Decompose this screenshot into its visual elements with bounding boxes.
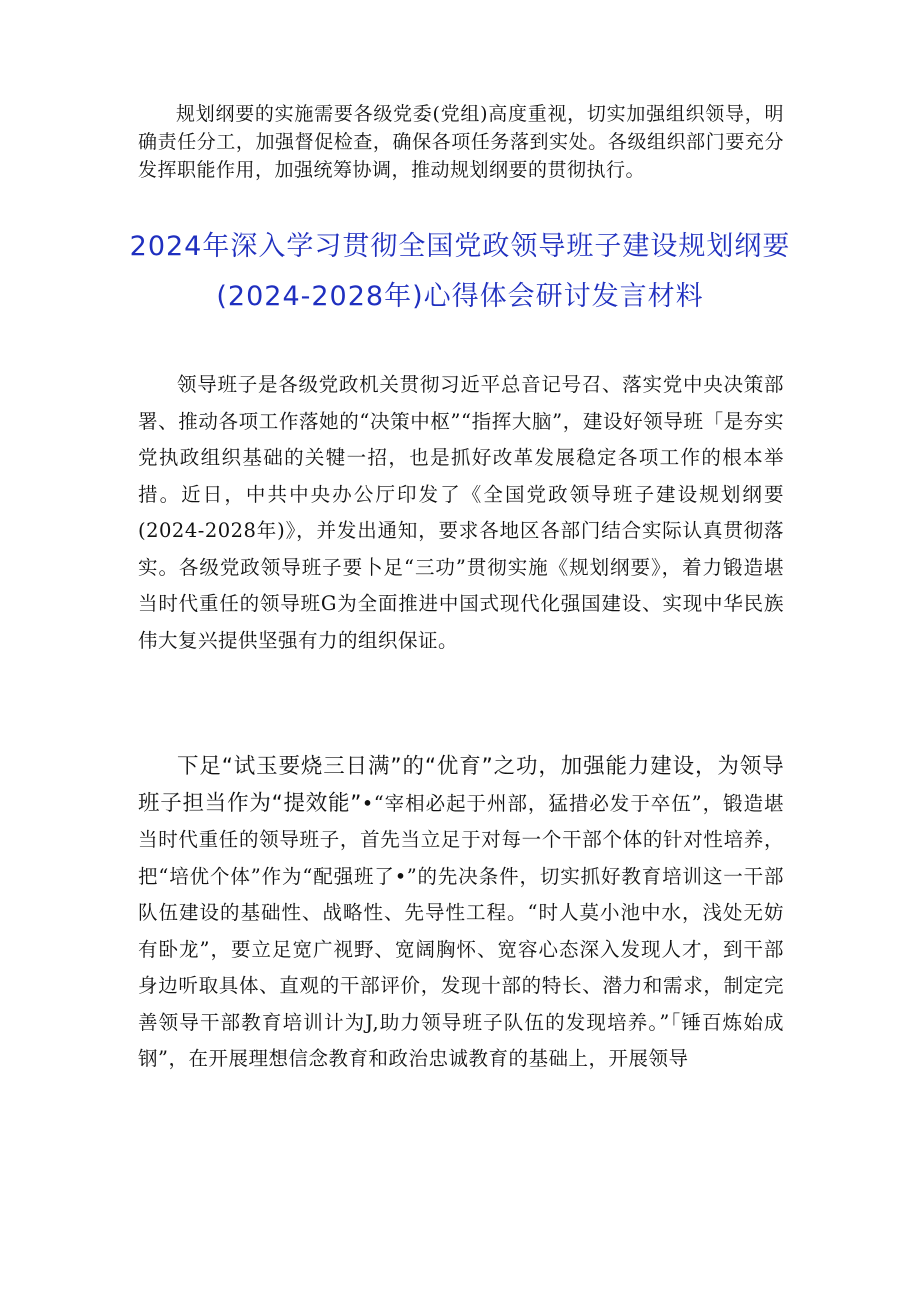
- document-title: 2024年深入学习贯彻全国党政领导班子建设规划纲要(2024-2028年)心得体会研讨发言材料: [129, 231, 791, 312]
- section-body: •“宰相必起于州部，猛措必发于卒伍”，锻造堪当时代重任的领导班子，首先当立足于对每一个干部个体的针对性培养，把“培优个体”作为“配强班了•”的先决条件，切实抓好教育培训这一干部队伍建设的基础性、战略性、先导性工程。“时人莫小池中水，浅处无妨有卧龙”，要立足宽广视野、宽阔胸怀、宽容心态深入发现人才，到干部身边听取具体、直观的干部评价，发现十部的特长、潜力和需求，制定完善领导干部教育培训计为J,助力领导班子队伍的发现培养。”「锤百炼始成钢”，在开展理想信念教育和政治忠诚教育的基础上，开展领导: [138, 791, 784, 1070]
- section-paragraph: [138, 749, 784, 1078]
- intro-paragraph: 规划纲要的实施需要各级党委(党组)高度重视，切实加强组织领导，明确责任分工，加强督促检查，确保各项任务落到实处。各级组织部门要充分发挥职能作用，加强统筹协调，推动规划纲要的贯彻执行。: [138, 103, 784, 181]
- body-paragraph: 领导班子是各级党政机关贯彻习近平总音记号召、落实党中央决策部署、推动各项工作落她的“决策中枢”“指挥大脑”，建设好领导班「是夯实党执政组织基础的关犍一招，也是抓好改革发展稳定各项工作的根本举措。近日，中共中央办公厅印发了《全国党政领导班子建设规划纲要(2024-2028年)》，并发出通知，要求各地区各部门结合实际认真贯彻落实。各级党政领导班子要卜足“三功”贯彻实施《规划纲要》，着力锻造堪当时代重任的领导班G为全面推进中国式现代化强国建设、实现中华民族伟大复兴提供坚强有力的组织保证。: [138, 373, 784, 652]
- section-lead: 下足“试玉要烧三日满”的“优育”之功，加强能力建设，为领导班子担当作为“提效能”: [138, 754, 784, 816]
